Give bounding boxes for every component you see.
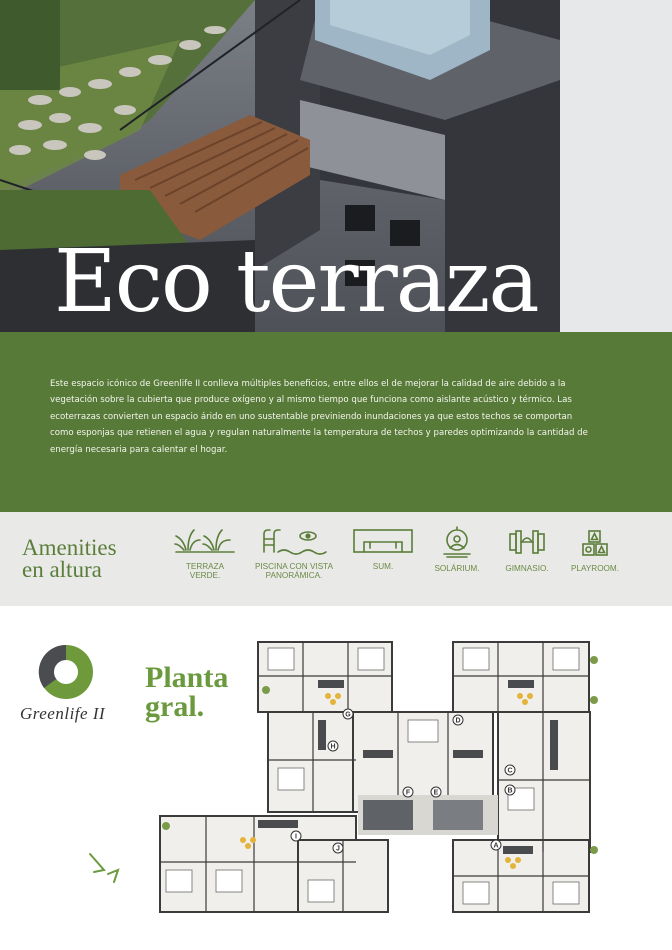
unit-label-g: G bbox=[345, 711, 351, 719]
hero-image bbox=[0, 0, 672, 332]
amenity-label: TERRAZA VERDE. bbox=[185, 562, 225, 580]
amenity-label: SUM. bbox=[372, 562, 394, 571]
amenity-label: SOLÁRIUM. bbox=[434, 564, 480, 573]
amenities-title-line2: en altura bbox=[22, 557, 102, 582]
north-arrow-icon bbox=[86, 848, 126, 888]
solarium-icon bbox=[432, 526, 482, 560]
unit-label-d: D bbox=[455, 717, 461, 725]
plan-title-line2: gral. bbox=[145, 690, 205, 723]
unit-label-h: H bbox=[330, 743, 336, 751]
amenities-title bbox=[22, 537, 117, 581]
description-text: Este espacio icónico de Greenlife II conlleva múltiples beneficios, entre ellos el de mejorar la calidad de aire debido a la vegetación sobre la cubierta que produce oxígeno y al mismo tiempo que funciona como aislante acústico y térmico. Las ecoterrazas convierten un espacio árido en uno sustentable previniendo inundaciones ya que estos techos se comportan como esponjas que retienen el agua y regulan naturalmente la temperatura de techos y paredes optimizando la cantidad de energía necesaria para calentar el hogar. bbox=[50, 379, 588, 455]
plan-title-line1: Planta bbox=[145, 661, 229, 694]
amenity-piscina bbox=[254, 526, 334, 580]
amenity-gimnasio bbox=[504, 526, 550, 573]
description-band bbox=[0, 332, 672, 512]
amenity-terraza-verde bbox=[172, 526, 238, 580]
unit-label-a: A bbox=[493, 842, 499, 850]
unit-label-i: I bbox=[295, 833, 297, 841]
amenities-section bbox=[0, 512, 672, 606]
unit-label-e: E bbox=[433, 789, 439, 797]
greenlife-logo-icon bbox=[38, 644, 94, 700]
amenity-label: PLAYROOM. bbox=[570, 564, 620, 573]
floor-plan bbox=[158, 640, 604, 916]
amenity-solarium bbox=[432, 526, 482, 573]
plants-icon bbox=[172, 526, 238, 558]
unit-label-j: J bbox=[336, 845, 340, 853]
sum-room-icon bbox=[350, 526, 416, 558]
dumbbell-icon bbox=[504, 526, 550, 560]
hero-title: Eco terraza bbox=[54, 232, 538, 332]
unit-label-f: F bbox=[405, 789, 411, 797]
amenity-playroom bbox=[570, 526, 620, 573]
unit-label-b: B bbox=[507, 787, 513, 795]
unit-label-c: C bbox=[507, 767, 513, 775]
amenity-label: PISCINA CON VISTA PANORÁMICA. bbox=[254, 562, 334, 580]
amenities-title-line1: Amenities bbox=[22, 535, 117, 560]
amenity-label: GIMNASIO. bbox=[505, 564, 549, 573]
toy-blocks-icon bbox=[570, 526, 620, 560]
pool-view-icon bbox=[254, 526, 334, 558]
amenity-sum bbox=[350, 526, 416, 571]
brand-name: Greenlife II bbox=[20, 704, 106, 723]
